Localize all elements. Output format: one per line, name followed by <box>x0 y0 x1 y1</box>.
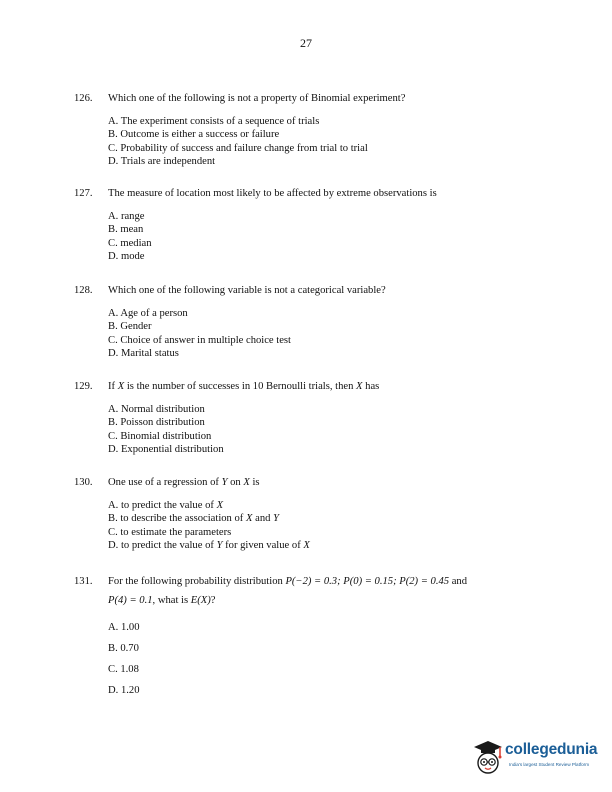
option-c: C. Probability of success and failure change from trial to trial <box>108 142 368 154</box>
option-list <box>74 403 554 457</box>
option-a: A. Age of a person <box>108 308 188 319</box>
logo-tagline: India's largest Student Review Platform <box>509 762 590 767</box>
option-list <box>74 307 554 361</box>
question-number: 126. <box>74 93 93 104</box>
question-text-continued: P(4) = 0.1, what is E(X)? <box>108 595 216 606</box>
option-d: D. mode <box>108 251 145 263</box>
question-text: Which one of the following variable is not a categorical variable? <box>108 285 386 296</box>
page-number: 27 <box>300 36 312 50</box>
option-b: B. Outcome is either a success or failure <box>108 129 280 141</box>
option-list <box>74 499 554 553</box>
option-b: B. mean <box>108 224 144 236</box>
question-131 <box>74 575 554 705</box>
option-a: A. Normal distribution <box>108 404 205 415</box>
question-127 <box>74 187 554 264</box>
option-b: B. 0.70 <box>108 643 139 654</box>
option-b: B. to describe the association of X and Y <box>108 513 279 525</box>
logo-brand-text: collegedunia <box>505 741 598 758</box>
question-130 <box>74 476 554 553</box>
question-126 <box>74 92 554 169</box>
option-c: C. Choice of answer in multiple choice test <box>108 334 291 346</box>
question-number: 127. <box>74 188 93 199</box>
option-list <box>74 210 554 264</box>
question-128 <box>74 284 554 361</box>
option-c: C. to estimate the parameters <box>108 526 232 538</box>
option-b: B. Poisson distribution <box>108 417 205 429</box>
option-a: A. 1.00 <box>108 622 140 633</box>
question-number: 130. <box>74 477 93 488</box>
graduate-mascot-icon <box>472 737 504 775</box>
option-d: D. to predict the value of Y for given value of X <box>108 540 310 552</box>
question-text: One use of a regression of Y on X is <box>108 477 260 488</box>
option-d: D. Marital status <box>108 348 179 360</box>
question-text: For the following probability distribution P(−2) = 0.3; P(0) = 0.15; P(2) = 0.45 and <box>108 576 468 587</box>
option-list <box>74 621 554 697</box>
question-text: The measure of location most likely to be affected by extreme observations is <box>108 188 437 199</box>
option-c: C. median <box>108 237 152 249</box>
option-d: D. 1.20 <box>108 685 140 696</box>
question-129 <box>74 380 554 457</box>
option-list <box>74 115 554 169</box>
option-a: A. range <box>108 211 145 222</box>
question-number: 128. <box>74 285 93 296</box>
question-number: 129. <box>74 381 93 392</box>
question-text: Which one of the following is not a property of Binomial experiment? <box>108 93 406 104</box>
option-c: C. Binomial distribution <box>108 430 212 442</box>
option-a: A. to predict the value of X <box>108 500 224 511</box>
question-number: 131. <box>74 576 93 587</box>
collegedunia-logo <box>472 737 606 777</box>
option-d: D. Trials are independent <box>108 156 216 168</box>
option-b: B. Gender <box>108 321 152 333</box>
option-c: C. 1.08 <box>108 664 139 675</box>
option-d: D. Exponential distribution <box>108 444 224 456</box>
question-text: If X is the number of successes in 10 Bernoulli trials, then X has <box>108 381 380 392</box>
option-a: A. The experiment consists of a sequence of trials <box>108 116 320 127</box>
